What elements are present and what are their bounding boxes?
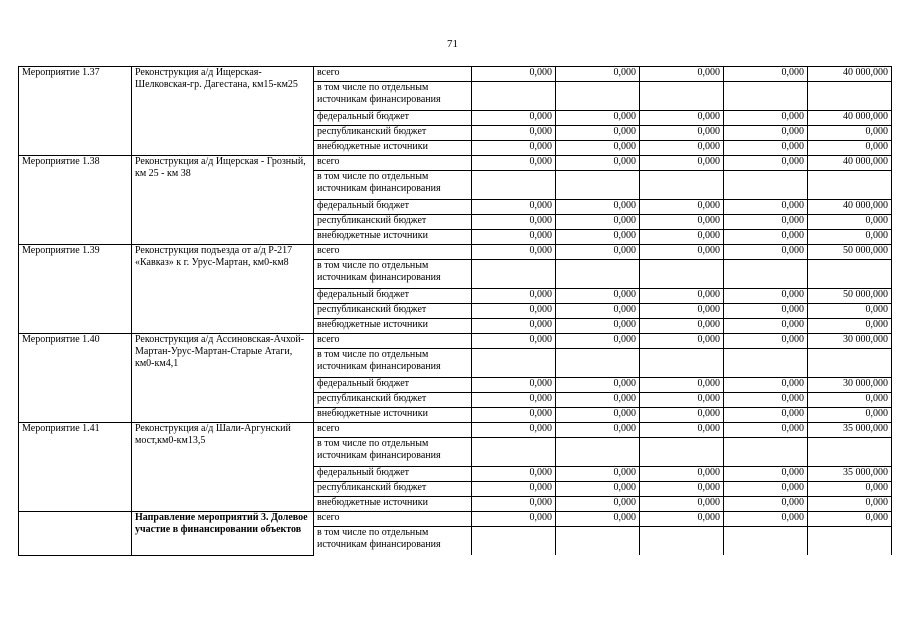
amount-cell: 0,000 — [472, 141, 556, 156]
amount-cell: 0,000 — [472, 393, 556, 408]
amount-cell — [556, 260, 640, 289]
amount-cell: 0,000 — [640, 334, 724, 349]
funding-source-cell: внебюджетные источники — [314, 141, 472, 156]
funding-source-cell: в том числе по отдельным источникам финансирования — [314, 260, 472, 289]
amount-cell: 0,000 — [640, 230, 724, 245]
amount-cell — [808, 82, 892, 111]
amount-cell: 0,000 — [556, 67, 640, 82]
funding-source-cell: республиканский бюджет — [314, 482, 472, 497]
amount-cell: 0,000 — [724, 423, 808, 438]
amount-cell — [472, 82, 556, 111]
amount-cell: 0,000 — [556, 245, 640, 260]
amount-cell: 0,000 — [640, 378, 724, 393]
amount-cell — [640, 349, 724, 378]
amount-cell: 0,000 — [472, 289, 556, 304]
amount-cell — [724, 438, 808, 467]
amount-cell — [640, 82, 724, 111]
amount-cell: 0,000 — [556, 467, 640, 482]
amount-cell: 0,000 — [808, 497, 892, 512]
event-id-cell: Мероприятие 1.38 — [19, 156, 132, 245]
page-number: 71 — [447, 38, 458, 50]
amount-cell: 0,000 — [472, 245, 556, 260]
table-row — [19, 67, 892, 82]
amount-cell — [724, 349, 808, 378]
amount-cell: 0,000 — [640, 319, 724, 334]
amount-cell: 0,000 — [472, 497, 556, 512]
amount-cell: 0,000 — [808, 126, 892, 141]
amount-cell: 0,000 — [472, 304, 556, 319]
amount-cell: 0,000 — [556, 497, 640, 512]
amount-cell: 0,000 — [640, 423, 724, 438]
amount-cell — [724, 171, 808, 200]
amount-cell: 0,000 — [724, 215, 808, 230]
funding-source-cell: всего — [314, 156, 472, 171]
amount-cell — [808, 438, 892, 467]
amount-cell: 0,000 — [808, 482, 892, 497]
amount-cell: 0,000 — [724, 467, 808, 482]
amount-cell: 0,000 — [556, 215, 640, 230]
amount-cell: 0,000 — [640, 512, 724, 527]
funding-source-cell: республиканский бюджет — [314, 215, 472, 230]
amount-cell: 0,000 — [724, 126, 808, 141]
amount-cell: 0,000 — [556, 156, 640, 171]
funding-source-cell: республиканский бюджет — [314, 393, 472, 408]
amount-cell — [640, 171, 724, 200]
amount-cell: 0,000 — [472, 67, 556, 82]
amount-cell: 0,000 — [472, 378, 556, 393]
amount-cell: 35 000,000 — [808, 467, 892, 482]
amount-cell: 0,000 — [472, 482, 556, 497]
amount-cell: 0,000 — [640, 156, 724, 171]
amount-cell — [808, 260, 892, 289]
amount-cell: 0,000 — [724, 245, 808, 260]
event-description-cell: Реконструкция а/д Ищерская-Шелковская-гр. Дагестана, км15-км25 — [132, 67, 314, 156]
table-row — [19, 156, 892, 171]
amount-cell: 0,000 — [724, 408, 808, 423]
amount-cell: 0,000 — [472, 200, 556, 215]
amount-cell: 0,000 — [556, 111, 640, 126]
table-row — [19, 423, 892, 438]
funding-source-cell: в том числе по отдельным источникам финансирования — [314, 527, 472, 556]
amount-cell: 0,000 — [724, 141, 808, 156]
event-id-cell: Мероприятие 1.40 — [19, 334, 132, 423]
amount-cell: 0,000 — [556, 512, 640, 527]
funding-source-cell: в том числе по отдельным источникам финансирования — [314, 171, 472, 200]
amount-cell: 0,000 — [556, 408, 640, 423]
amount-cell: 0,000 — [556, 141, 640, 156]
event-id-cell — [19, 512, 132, 556]
amount-cell: 0,000 — [556, 393, 640, 408]
event-description-cell: Реконструкция подъезда от а/д Р-217 «Кавказ» к г. Урус-Мартан, км0-км8 — [132, 245, 314, 334]
amount-cell — [472, 349, 556, 378]
amount-cell: 50 000,000 — [808, 289, 892, 304]
amount-cell: 0,000 — [472, 467, 556, 482]
amount-cell: 0,000 — [556, 334, 640, 349]
amount-cell: 0,000 — [472, 408, 556, 423]
amount-cell — [472, 527, 556, 556]
amount-cell: 40 000,000 — [808, 111, 892, 126]
table-row — [19, 245, 892, 260]
amount-cell: 0,000 — [556, 304, 640, 319]
funding-source-cell: внебюджетные источники — [314, 319, 472, 334]
amount-cell: 0,000 — [556, 423, 640, 438]
funding-source-cell: федеральный бюджет — [314, 289, 472, 304]
amount-cell: 0,000 — [640, 245, 724, 260]
amount-cell — [724, 82, 808, 111]
amount-cell: 0,000 — [556, 200, 640, 215]
event-description-cell: Реконструкция а/д Ищерская - Грозный, км 25 - км 38 — [132, 156, 314, 245]
amount-cell: 0,000 — [724, 156, 808, 171]
amount-cell: 0,000 — [724, 497, 808, 512]
event-id-cell: Мероприятие 1.41 — [19, 423, 132, 512]
amount-cell: 0,000 — [556, 378, 640, 393]
amount-cell — [556, 527, 640, 556]
amount-cell: 0,000 — [640, 497, 724, 512]
amount-cell: 35 000,000 — [808, 423, 892, 438]
amount-cell — [472, 171, 556, 200]
amount-cell: 0,000 — [640, 482, 724, 497]
amount-cell: 40 000,000 — [808, 156, 892, 171]
amount-cell: 0,000 — [724, 200, 808, 215]
funding-table — [18, 66, 892, 556]
amount-cell — [640, 260, 724, 289]
funding-source-cell: всего — [314, 67, 472, 82]
amount-cell: 0,000 — [640, 215, 724, 230]
amount-cell: 0,000 — [724, 482, 808, 497]
amount-cell — [556, 82, 640, 111]
amount-cell: 0,000 — [808, 230, 892, 245]
funding-source-cell: внебюджетные источники — [314, 497, 472, 512]
table-row — [19, 512, 892, 527]
amount-cell: 0,000 — [472, 111, 556, 126]
amount-cell: 0,000 — [472, 334, 556, 349]
funding-source-cell: в том числе по отдельным источникам финансирования — [314, 82, 472, 111]
amount-cell — [640, 527, 724, 556]
funding-source-cell: всего — [314, 334, 472, 349]
amount-cell: 0,000 — [724, 378, 808, 393]
amount-cell: 0,000 — [724, 230, 808, 245]
amount-cell: 0,000 — [556, 230, 640, 245]
amount-cell — [808, 349, 892, 378]
event-description-cell: Направление мероприятий 3. Долевое участие в финансировании объектов — [132, 512, 314, 556]
amount-cell: 0,000 — [724, 111, 808, 126]
amount-cell: 0,000 — [640, 393, 724, 408]
amount-cell: 0,000 — [640, 408, 724, 423]
amount-cell — [808, 527, 892, 556]
amount-cell: 0,000 — [808, 304, 892, 319]
amount-cell: 0,000 — [472, 156, 556, 171]
amount-cell: 30 000,000 — [808, 378, 892, 393]
amount-cell: 0,000 — [724, 67, 808, 82]
event-id-cell: Мероприятие 1.37 — [19, 67, 132, 156]
amount-cell: 0,000 — [640, 111, 724, 126]
amount-cell: 0,000 — [472, 512, 556, 527]
funding-source-cell: федеральный бюджет — [314, 200, 472, 215]
amount-cell: 40 000,000 — [808, 200, 892, 215]
funding-source-cell: всего — [314, 245, 472, 260]
amount-cell — [808, 171, 892, 200]
amount-cell: 0,000 — [640, 289, 724, 304]
amount-cell: 0,000 — [556, 482, 640, 497]
funding-source-cell: республиканский бюджет — [314, 126, 472, 141]
amount-cell: 0,000 — [808, 319, 892, 334]
amount-cell: 0,000 — [640, 141, 724, 156]
amount-cell — [472, 438, 556, 467]
amount-cell: 0,000 — [808, 393, 892, 408]
amount-cell — [556, 171, 640, 200]
funding-source-cell: федеральный бюджет — [314, 467, 472, 482]
funding-source-cell: республиканский бюджет — [314, 304, 472, 319]
amount-cell: 0,000 — [808, 512, 892, 527]
amount-cell — [640, 438, 724, 467]
amount-cell: 0,000 — [640, 304, 724, 319]
amount-cell: 0,000 — [724, 319, 808, 334]
amount-cell: 0,000 — [472, 423, 556, 438]
funding-source-cell: в том числе по отдельным источникам финансирования — [314, 349, 472, 378]
amount-cell: 50 000,000 — [808, 245, 892, 260]
amount-cell: 0,000 — [472, 319, 556, 334]
event-description-cell: Реконструкция а/д Шали-Аргунский мост,км0-км13,5 — [132, 423, 314, 512]
amount-cell — [724, 527, 808, 556]
amount-cell: 0,000 — [808, 141, 892, 156]
amount-cell: 0,000 — [556, 289, 640, 304]
funding-source-cell: в том числе по отдельным источникам финансирования — [314, 438, 472, 467]
amount-cell: 0,000 — [724, 393, 808, 408]
table-row — [19, 334, 892, 349]
amount-cell: 0,000 — [640, 126, 724, 141]
funding-source-cell: федеральный бюджет — [314, 378, 472, 393]
amount-cell: 0,000 — [640, 467, 724, 482]
funding-source-cell: федеральный бюджет — [314, 111, 472, 126]
funding-source-cell: внебюджетные источники — [314, 230, 472, 245]
amount-cell: 0,000 — [640, 200, 724, 215]
amount-cell — [724, 260, 808, 289]
amount-cell: 0,000 — [472, 126, 556, 141]
amount-cell: 0,000 — [556, 126, 640, 141]
amount-cell: 0,000 — [472, 230, 556, 245]
amount-cell: 30 000,000 — [808, 334, 892, 349]
amount-cell: 0,000 — [808, 215, 892, 230]
amount-cell: 0,000 — [724, 289, 808, 304]
amount-cell: 40 000,000 — [808, 67, 892, 82]
funding-source-cell: всего — [314, 423, 472, 438]
amount-cell: 0,000 — [724, 512, 808, 527]
event-id-cell: Мероприятие 1.39 — [19, 245, 132, 334]
funding-source-cell: всего — [314, 512, 472, 527]
amount-cell — [556, 349, 640, 378]
amount-cell — [556, 438, 640, 467]
amount-cell: 0,000 — [808, 408, 892, 423]
amount-cell: 0,000 — [724, 334, 808, 349]
amount-cell — [472, 260, 556, 289]
amount-cell: 0,000 — [472, 215, 556, 230]
amount-cell: 0,000 — [724, 304, 808, 319]
amount-cell: 0,000 — [640, 67, 724, 82]
amount-cell: 0,000 — [556, 319, 640, 334]
funding-source-cell: внебюджетные источники — [314, 408, 472, 423]
event-description-cell: Реконструкция а/д Ассиновская-Ачхой-Мартан-Урус-Мартан-Старые Атаги, км0-км4,1 — [132, 334, 314, 423]
